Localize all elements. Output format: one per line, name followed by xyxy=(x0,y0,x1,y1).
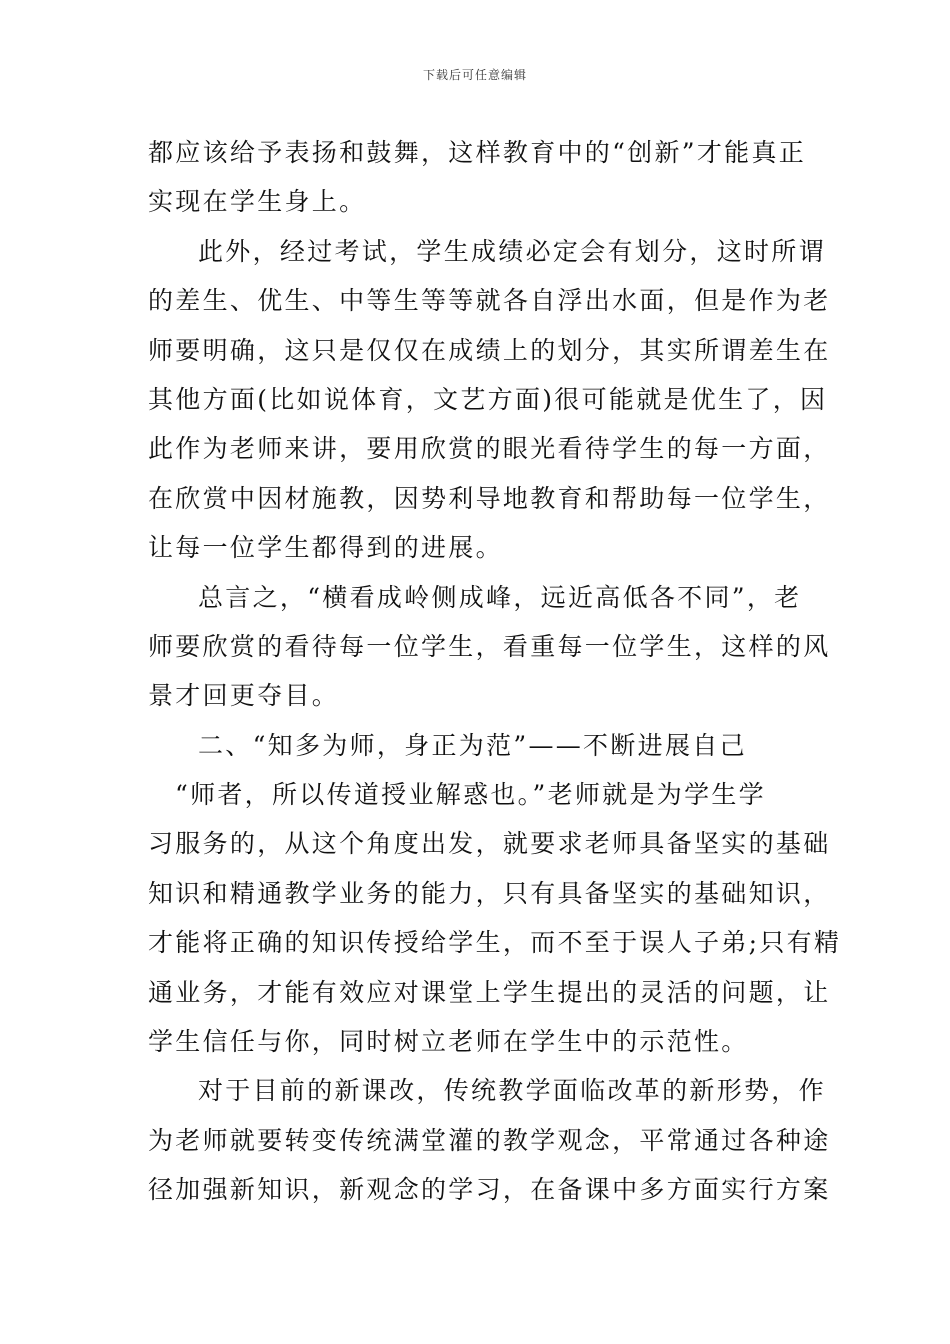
text-line: 师要明确，这只是仅仅在成绩上的划分，其实所谓差生在 xyxy=(148,335,831,365)
text-line: 习服务的，从这个角度出发，就要求老师具备坚实的基础 xyxy=(148,829,831,859)
text-line: 实现在学生身上。 xyxy=(148,187,367,217)
text-line: 通业务，才能有效应对课堂上学生提出的灵活的问题，让 xyxy=(148,977,831,1007)
paragraph-start-line: 此外，经过考试，学生成绩必定会有划分，这时所谓 xyxy=(198,236,826,266)
text-line: 径加强新知识，新观念的学习，在备课中多方面实行方案 xyxy=(148,1175,831,1205)
text-line: 师要欣赏的看待每一位学生，看重每一位学生，这样的风 xyxy=(148,631,831,661)
page-header-note: 下载后可任意编辑 xyxy=(422,68,527,82)
paragraph-start-line: “师者，所以传道授业解惑也。”老师就是为学生学 xyxy=(175,780,766,810)
text-line: 其他方面(比如说体育，文艺方面)很可能就是优生了，因 xyxy=(148,384,828,414)
text-line: 为老师就要转变传统满堂灌的教学观念，平常通过各种途 xyxy=(148,1125,831,1155)
text-line: 在欣赏中因材施教，因势利导地教育和帮助每一位学生， xyxy=(148,483,831,513)
text-line: 才能将正确的知识传授给学生，而不至于误人子弟;只有精 xyxy=(148,928,842,958)
text-line: 知识和精通教学业务的能力，只有具备坚实的基础知识， xyxy=(148,878,831,908)
text-line: 的差生、优生、中等生等等就各自浮出水面，但是作为老 xyxy=(148,286,831,316)
section-heading: 二、“知多为师，身正为范”——不断进展自己 xyxy=(198,730,747,760)
document-body xyxy=(148,128,842,1215)
text-line: 让每一位学生都得到的进展。 xyxy=(148,533,503,563)
text-line: 学生信任与你，同时树立老师在学生中的示范性。 xyxy=(148,1027,749,1057)
text-line: 都应该给予表扬和鼓舞，这样教育中的“创新”才能真正 xyxy=(148,138,807,167)
text-line: 此作为老师来讲，要用欣赏的眼光看待学生的每一方面， xyxy=(148,434,831,464)
paragraph-start-line: 对于目前的新课改，传统教学面临改革的新形势，作 xyxy=(198,1076,826,1106)
text-line: 景才回更夺目。 xyxy=(148,681,340,711)
paragraph-start-line: 总言之，“横看成岭侧成峰，远近高低各不同”，老 xyxy=(198,582,802,612)
